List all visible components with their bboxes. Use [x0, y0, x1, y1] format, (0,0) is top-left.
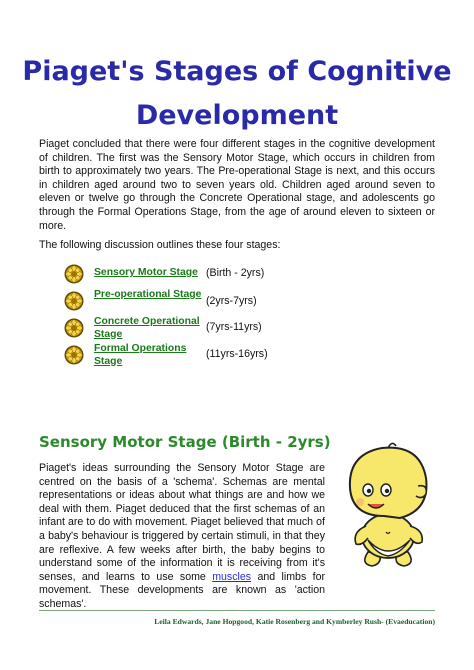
stage-link-sensory-motor[interactable]: Sensory Motor Stage: [94, 267, 198, 278]
intro-paragraph: Piaget concluded that there were four different stages in the cognitive development of children. The first was the Sensory Motor Stage, which occurs in children from birth to approximately two years. The Pre-operational Stage is next, and this occurs in children aged around two to seven years old. Children aged around seven to eleven or twelve go through the Concrete Operational stage, and adolescents go through the Formal Operations Stage, from the age of around eleven to sixteen or more.: [39, 138, 435, 232]
stage-item: [64, 289, 364, 315]
gold-flower-icon: [64, 264, 84, 284]
section-paragraph: [39, 462, 325, 612]
stage-range: (7yrs-11yrs): [206, 321, 262, 333]
stage-item: [64, 264, 364, 290]
footer-credit: Leila Edwards, Jane Hopgood, Katie Rosenberg and Kymberley Rush- (Evaeducation): [154, 617, 435, 626]
stage-link-pre-operational[interactable]: Pre-operational Stage: [94, 289, 202, 300]
gold-flower-icon: [64, 318, 84, 338]
section-text-before-link: Piaget's ideas surrounding the Sensory Motor Stage are centred on the basis of a 'schema'. Schemas are mental representations or ideas about what things are and how we deal with them. Piaget deduced that the first schemas of an infant are to do with movement. Piaget believed that much of a baby's behaviour is triggered by certain stimuli, in that they are reflexive. A few weeks after birth, the baby begins to understand some of the information it is receiving from it's senses, and learns to use some: [39, 462, 325, 583]
stage-range: (Birth - 2yrs): [206, 267, 265, 279]
footer-divider: [39, 610, 435, 611]
gold-flower-icon: [64, 291, 84, 311]
lead-sentence: The following discussion outlines these four stages:: [39, 239, 281, 251]
stage-item: [64, 316, 364, 342]
muscles-link[interactable]: muscles: [212, 570, 252, 583]
section-text-after-link: and limbs for movement. These developments are known as 'action schemas'.: [39, 570, 325, 610]
stage-link-concrete-operational[interactable]: Concrete Operational Stage: [94, 316, 200, 340]
page-title: Piaget's Stages of Cognitive Development: [22, 56, 452, 131]
baby-illustration: [330, 440, 440, 570]
gold-flower-icon: [64, 345, 84, 365]
stage-item: [64, 343, 364, 369]
section-heading: Sensory Motor Stage (Birth - 2yrs): [39, 433, 331, 451]
stage-range: (2yrs-7yrs): [206, 295, 257, 307]
stage-link-formal-operations[interactable]: Formal Operations Stage: [94, 343, 187, 367]
stage-range: (11yrs-16yrs): [206, 348, 268, 360]
